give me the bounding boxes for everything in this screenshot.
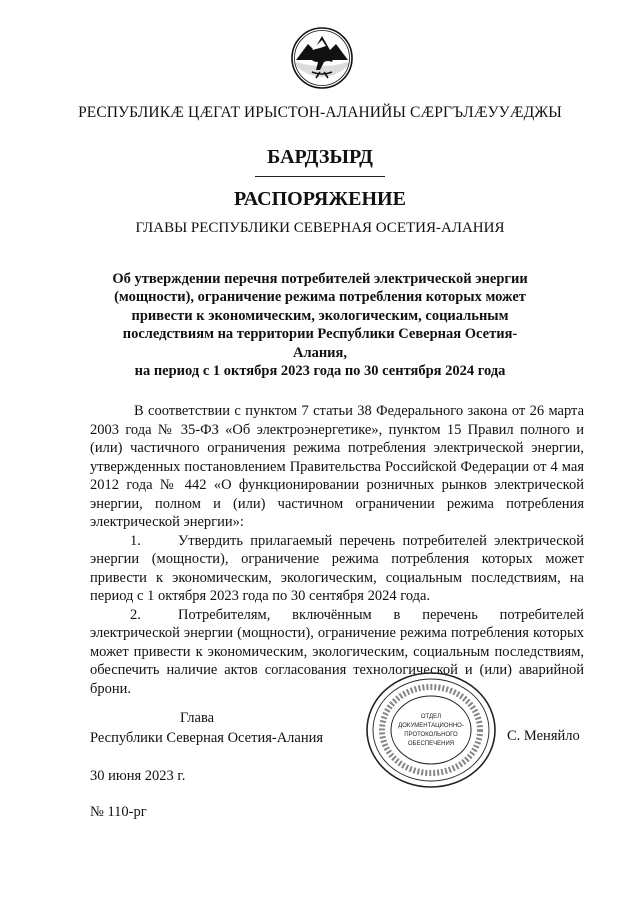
- republic-title-ossetian: РЕСПУБЛИКӔ ЦӔГАТ ИРЫСТОН-АЛАНИЙЫ СӔРГЪЛӔУУӔДЖЫ: [78, 104, 562, 121]
- document-body: [90, 402, 584, 698]
- title-line: (мощности), ограничение режима потребления которых может: [114, 289, 526, 306]
- preamble-paragraph: В соответствии с пунктом 7 статьи 38 Федерального закона от 26 марта 2003 года № 35-ФЗ «Об электроэнергетике», пунктом 15 Правил полного и (или) частичного ограничения режима потребления электрической энергии, утвержденных постановлением Правительства Российской Федерации от 4 мая 2012 года № 442 «О функционировании розничных рынков электрической энергии, полном и (или) частичном ограничении режима потребления электрической энергии»:: [90, 403, 584, 530]
- item-text: Потребителям, включённым в перечень потребителей электрической энергии (мощности), ограничение режима потребления которых может привести к экономическим, экологическим, социальным последствиям, обеспечить наличие актов согласования технологической и (или) аварийной брони.: [90, 606, 584, 697]
- title-line: Об утверждении перечня потребителей электрической энергии: [112, 271, 528, 287]
- title-line: привести к экономическим, экологическим, социальным: [131, 307, 509, 324]
- item-number: 2.: [130, 606, 141, 623]
- svg-text:ПРОТОКОЛЬНОГО: ПРОТОКОЛЬНОГО: [404, 732, 458, 738]
- document-date: 30 июня 2023 г.: [90, 768, 186, 784]
- title-line: последствиям на территории Республики Северная Осетия-Алания,: [122, 326, 518, 361]
- title-line: на период с 1 октября 2023 года по 30 сентября 2024 года: [134, 363, 506, 380]
- item-1: [90, 532, 584, 606]
- document-type-russian: РАСПОРЯЖЕНИЕ: [234, 188, 406, 210]
- document-title: [100, 270, 540, 380]
- signatory-name: С. Меняйло: [507, 728, 580, 744]
- signatory-position: [90, 708, 350, 748]
- document-type-ossetian: БАРДЗЫРД: [267, 146, 373, 168]
- item-number: 1.: [130, 532, 141, 549]
- svg-text:ОТДЕЛ: ОТДЕЛ: [420, 714, 442, 720]
- item-text: Утвердить прилагаемый перечень потребителей электрической энергии (мощности), ограничение режима потребления которых может привести к экономическим, экологическим, социальным последствиям, на период с 1 октября 2023 года по 30 сентября 2024 года.: [90, 532, 584, 604]
- signatory-position-line2: Республики Северная Осетия-Алания: [90, 730, 324, 746]
- coat-of-arms-emblem: [290, 26, 354, 90]
- svg-text:ДОКУМЕНТАЦИОННО-: ДОКУМЕНТАЦИОННО-: [398, 723, 464, 729]
- signatory-position-line1: Глава: [180, 710, 215, 726]
- title-divider: [255, 176, 385, 177]
- svg-text:ОБЕСПЕЧЕНИЯ: ОБЕСПЕЧЕНИЯ: [407, 741, 455, 747]
- document-number: № 110-рг: [90, 804, 147, 820]
- issuer-title: ГЛАВЫ РЕСПУБЛИКИ СЕВЕРНАЯ ОСЕТИЯ-АЛАНИЯ: [135, 220, 505, 236]
- official-seal-stamp: [364, 670, 498, 790]
- item-2: [90, 606, 584, 699]
